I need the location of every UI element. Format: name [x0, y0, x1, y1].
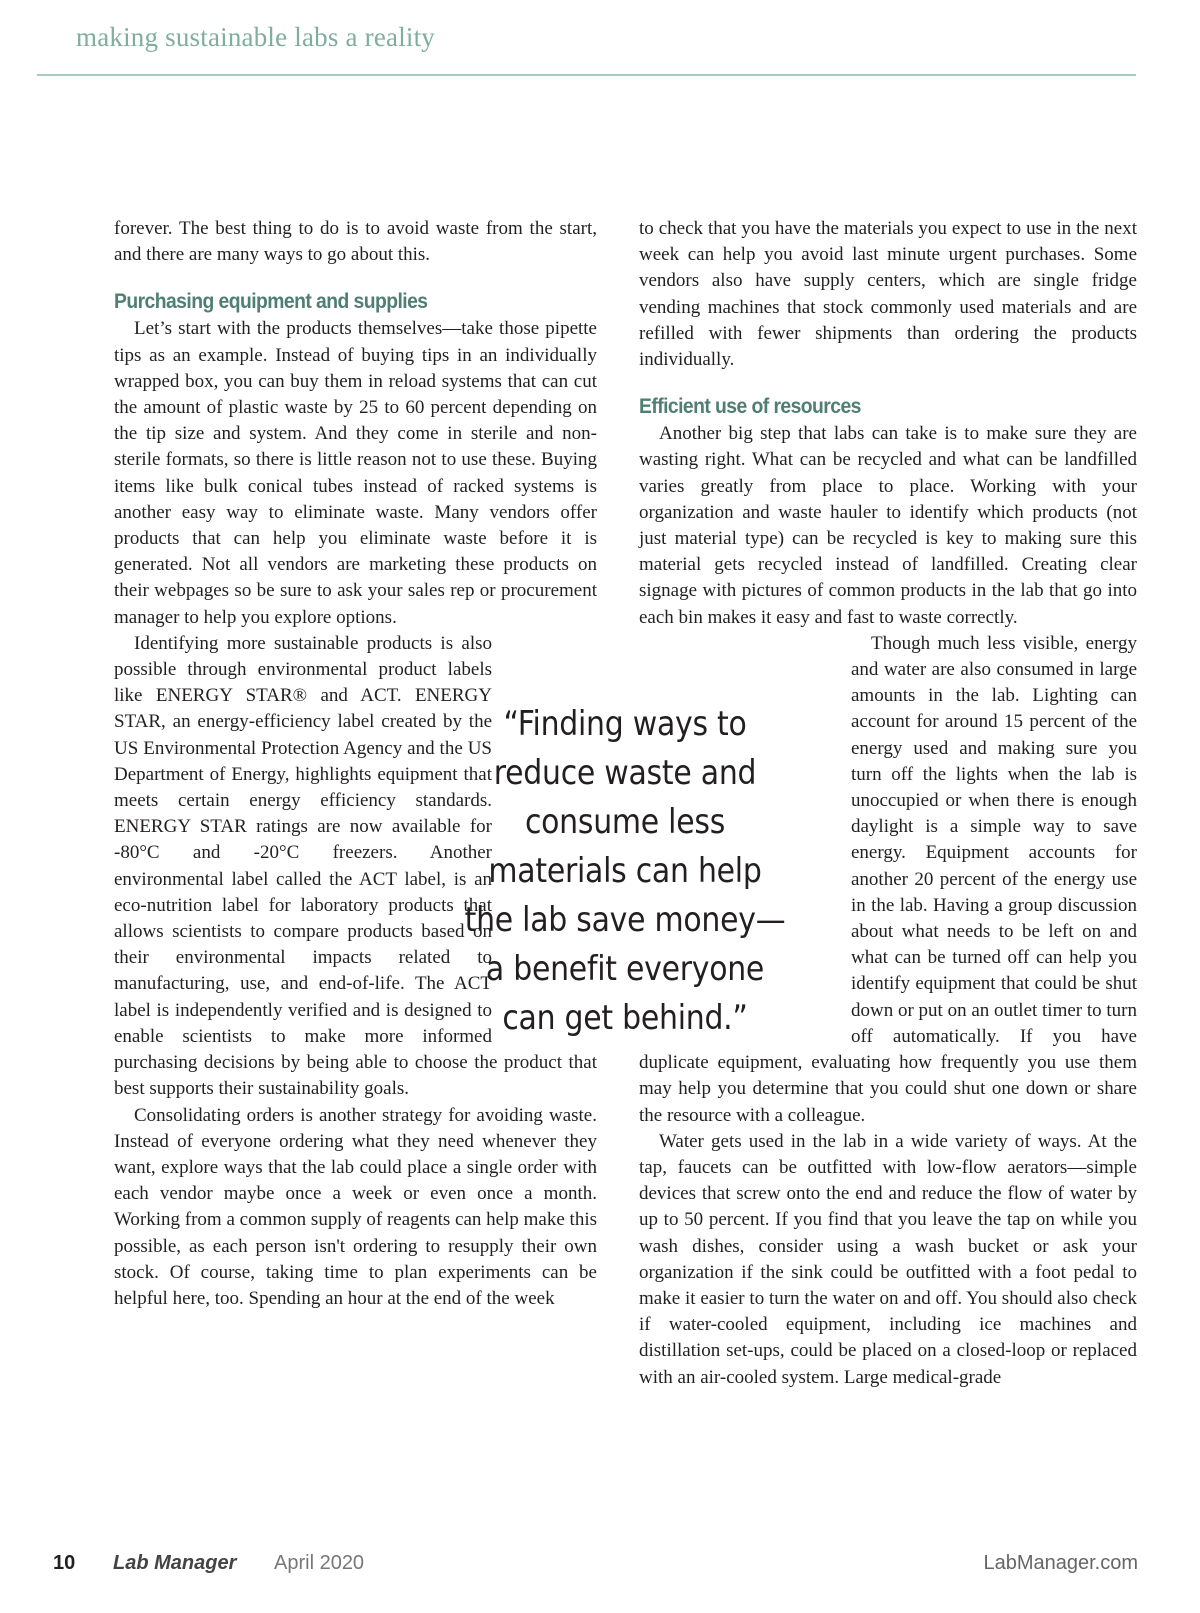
issue-date: April 2020: [274, 1552, 365, 1574]
paragraph-environmental-labels: Identifying more sustainable products is also possible through environmental product labels like ENERGY STAR® and ACT. ENERGY STAR, an energy-efficiency label created by the US Environmental Protection Agency and the US Department of Energy, highlights equipment that meets certain energy efficiency standards. ENERGY STAR ratings are now available for -80°C and -20°C freezers. Another environmental label called the ACT label, is an eco-nutrition label for laboratory products that allows scientists to compare products based on their environmental impacts related to manufacturing, use, and end-of-life. The ACT label is independently verified and is designed to enable scientists to make more informed purchasing decisions by being able to choose the product that best supports their sustainability goals.: [114, 632, 597, 1100]
right-intro-paragraph: to check that you have the materials you expect to use in the next week can help you avoid last minute urgent purchases. Some vendors also have supply centers, which are single fridge vending machines that stock commonly used materials and are refilled with fewer shipments than ordering the products individually.: [639, 218, 1137, 371]
paragraph-consolidating-orders: Consolidating orders is another strategy for avoiding waste. Instead of everyone ordering what they need whenever they want, explore ways that the lab could place a single order with each vendor maybe once a week or even once a month. Working from a common supply of reagents can help make this possible, as each person isn't ordering to resupply their own stock. Of course, taking time to plan experiments can be helpful here, too. Spending an hour at the end of the week: [114, 1104, 597, 1309]
website-url: LabManager.com: [983, 1552, 1138, 1574]
magazine-name: Lab Manager: [113, 1552, 237, 1574]
paragraph-energy-water: Though much less visible, energy and water are also consumed in large amounts in the lab. Lighting can account for around 15 percent of the energy used and making sure you turn off the lights when the lab is unoccupied or when there is enough daylight is a simple way to save energy. Equipment accounts for another 20 percent of the energy use in the lab. Having a group discussion about what needs to be left on and what can be turned off can help you identify equipment that could be shut down or put on an outlet timer to turn off automatically. If you have duplicate equipment, evaluating how frequently you use them may help you determine that you could shut one down or share the resource with a colleague.: [639, 632, 1138, 1126]
paragraph-water-use: Water gets used in the lab in a wide variety of ways. At the tap, faucets can be outfitted with low-flow aerators—simple devices that screw onto the end and reduce the flow of water by up to 50 percent. If you find that you leave the tap on while you wash dishes, consider using a wash bucket or ask your organization if the sink could be outfitted with a foot pedal to make it easier to turn the water on and off. You should also check if water-cooled equipment, including ice machines and distillation set-ups, could be placed on a closed-loop or replaced with an air-cooled system. Large medical-grade: [639, 1130, 1137, 1388]
section-heading-efficient-use: Efficient use of resources: [639, 395, 861, 419]
section-heading-purchasing: Purchasing equipment and supplies: [114, 290, 428, 314]
left-intro-paragraph: forever. The best thing to do is to avoid waste from the start, and there are many ways to go about this.: [114, 218, 597, 266]
pull-quote: “Finding ways to reduce waste and consume less materials can help the lab save money—a benefit everyone can get behind.”: [464, 704, 786, 1038]
page-number: 10: [53, 1552, 76, 1574]
paragraph-pipette-tips: Let’s start with the products themselves—take those pipette tips as an example. Instead of buying tips in an individually wrapped box, you can buy them in reload systems that can cut the amount of plastic waste by 25 to 60 percent depending on the tip size and system. And they come in sterile and non-sterile formats, so there is little reason not to use these. Buying items like bulk conical tubes instead of racked systems is another easy way to eliminate waste. Many vendors offer products that can help you eliminate waste before it is generated. Not all vendors are marketing these products on their webpages so be sure to ask your sales rep or procurement manager to help you explore options.: [114, 318, 597, 628]
header-rule: [37, 74, 1136, 76]
paragraph-wasting-right: Another big step that labs can take is to make sure they are wasting right. What can be recycled and what can be landfilled varies greatly from place to place. Working with your organization and waste hauler to identify which products (not just material type) can be recycled is key to making sure this material gets recycled instead of landfilled. Creating clear signage with pictures of common products in the lab that go into each bin makes it easy and fast to waste correctly.: [639, 423, 1137, 628]
running-header: making sustainable labs a reality: [76, 22, 435, 52]
